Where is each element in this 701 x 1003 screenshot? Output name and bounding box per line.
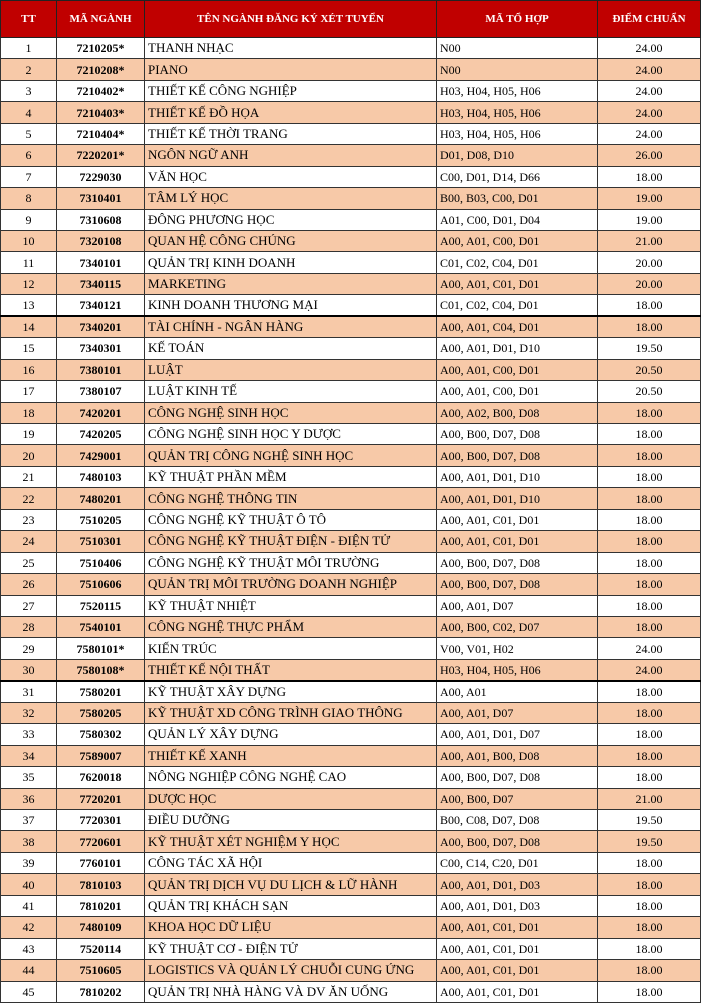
subject-combination: A00, A01, C01, D01 <box>437 981 598 1002</box>
table-row <box>1 466 701 487</box>
major-name: ĐÔNG PHƯƠNG HỌC <box>145 209 437 230</box>
major-name: KHOA HỌC DỮ LIỆU <box>145 917 437 938</box>
cutoff-score: 19.50 <box>598 810 701 831</box>
cutoff-score: 19.50 <box>598 831 701 852</box>
table-row <box>1 659 701 681</box>
table-row <box>1 702 701 723</box>
major-name: THIẾT KẾ XANH <box>145 745 437 766</box>
row-number: 28 <box>1 616 57 637</box>
major-code: 7510605 <box>57 960 145 981</box>
table-row <box>1 745 701 766</box>
table-row <box>1 252 701 273</box>
cutoff-score: 20.50 <box>598 359 701 380</box>
major-code: 7480103 <box>57 466 145 487</box>
subject-combination: D01, D08, D10 <box>437 145 598 166</box>
row-number: 10 <box>1 230 57 251</box>
table-row <box>1 295 701 317</box>
row-number: 35 <box>1 767 57 788</box>
cutoff-score: 18.00 <box>598 681 701 703</box>
table-row <box>1 595 701 616</box>
cutoff-score: 18.00 <box>598 702 701 723</box>
major-code: 7810103 <box>57 874 145 895</box>
major-name: LUẬT KINH TẾ <box>145 381 437 402</box>
header-major-name: TÊN NGÀNH ĐĂNG KÝ XÉT TUYỂN <box>145 1 437 38</box>
cutoff-score: 18.00 <box>598 531 701 552</box>
major-code: 7510301 <box>57 531 145 552</box>
subject-combination: A00, A01, C00, D01 <box>437 359 598 380</box>
major-code: 7810202 <box>57 981 145 1002</box>
major-code: 7810201 <box>57 895 145 916</box>
major-name: CÔNG NGHỆ SINH HỌC <box>145 402 437 423</box>
row-number: 36 <box>1 788 57 809</box>
table-row <box>1 166 701 187</box>
table-row <box>1 338 701 359</box>
table-row <box>1 38 701 59</box>
table-row <box>1 681 701 703</box>
major-code: 7540101 <box>57 616 145 637</box>
major-name: QUẢN TRỊ CÔNG NGHỆ SINH HỌC <box>145 445 437 466</box>
row-number: 13 <box>1 295 57 317</box>
major-code: 7340121 <box>57 295 145 317</box>
major-code: 7480109 <box>57 917 145 938</box>
cutoff-score: 18.00 <box>598 938 701 959</box>
major-name: NGÔN NGỮ ANH <box>145 145 437 166</box>
major-name: TÀI CHÍNH - NGÂN HÀNG <box>145 316 437 338</box>
major-name: KỸ THUẬT NHIỆT <box>145 595 437 616</box>
table-row <box>1 402 701 423</box>
major-code: 7510406 <box>57 552 145 573</box>
major-code: 7210402* <box>57 80 145 101</box>
table-row <box>1 810 701 831</box>
table-row <box>1 767 701 788</box>
row-number: 41 <box>1 895 57 916</box>
cutoff-score: 18.00 <box>598 895 701 916</box>
major-name: THIẾT KẾ ĐỒ HỌA <box>145 102 437 123</box>
table-row <box>1 874 701 895</box>
major-name: CÔNG NGHỆ THỰC PHẨM <box>145 616 437 637</box>
subject-combination: A00, B00, D07, D08 <box>437 424 598 445</box>
row-number: 20 <box>1 445 57 466</box>
subject-combination: A00, A01, C04, D01 <box>437 316 598 338</box>
row-number: 37 <box>1 810 57 831</box>
subject-combination: A00, B00, D07, D08 <box>437 831 598 852</box>
major-code: 7580302 <box>57 724 145 745</box>
major-code: 7520115 <box>57 595 145 616</box>
table-row <box>1 445 701 466</box>
subject-combination: A00, A01, D01, D10 <box>437 466 598 487</box>
major-name: ĐIỀU DƯỠNG <box>145 810 437 831</box>
subject-combination: B00, B03, C00, D01 <box>437 188 598 209</box>
table-row <box>1 316 701 338</box>
subject-combination: A00, B00, D07 <box>437 788 598 809</box>
major-name: DƯỢC HỌC <box>145 788 437 809</box>
major-name: THIẾT KẾ NỘI THẤT <box>145 659 437 681</box>
major-code: 7589007 <box>57 745 145 766</box>
cutoff-score: 19.50 <box>598 338 701 359</box>
cutoff-score: 18.00 <box>598 488 701 509</box>
row-number: 17 <box>1 381 57 402</box>
row-number: 7 <box>1 166 57 187</box>
major-code: 7580108* <box>57 659 145 681</box>
table-row <box>1 724 701 745</box>
row-number: 19 <box>1 424 57 445</box>
subject-combination: A00, A01, D07 <box>437 595 598 616</box>
table-body <box>1 38 701 1003</box>
major-name: KỸ THUẬT XÉT NGHIỆM Y HỌC <box>145 831 437 852</box>
major-name: KỸ THUẬT CƠ - ĐIỆN TỬ <box>145 938 437 959</box>
subject-combination: A00, A01, C01, D01 <box>437 509 598 530</box>
table-row <box>1 59 701 80</box>
major-name: LUẬT <box>145 359 437 380</box>
table-row <box>1 488 701 509</box>
row-number: 38 <box>1 831 57 852</box>
cutoff-score: 18.00 <box>598 466 701 487</box>
table-row <box>1 960 701 981</box>
major-code: 7210205* <box>57 38 145 59</box>
major-name: CÔNG NGHỆ THÔNG TIN <box>145 488 437 509</box>
cutoff-score: 18.00 <box>598 852 701 873</box>
cutoff-score: 24.00 <box>598 102 701 123</box>
subject-combination: A00, A02, B00, D08 <box>437 402 598 423</box>
subject-combination: A00, B00, D07, D08 <box>437 574 598 595</box>
subject-combination: A00, A01, B00, D08 <box>437 745 598 766</box>
cutoff-score: 24.00 <box>598 59 701 80</box>
table-row <box>1 230 701 251</box>
major-name: QUẢN LÝ XÂY DỰNG <box>145 724 437 745</box>
major-name: CÔNG NGHỆ KỸ THUẬT Ô TÔ <box>145 509 437 530</box>
subject-combination: A00, B00, D07, D08 <box>437 767 598 788</box>
table-row <box>1 831 701 852</box>
subject-combination: A00, A01, C01, D01 <box>437 273 598 294</box>
cutoff-score: 24.00 <box>598 38 701 59</box>
major-code: 7310608 <box>57 209 145 230</box>
table-row <box>1 273 701 294</box>
major-name: QUẢN TRỊ KINH DOANH <box>145 252 437 273</box>
row-number: 45 <box>1 981 57 1002</box>
table-row <box>1 123 701 144</box>
cutoff-score: 21.00 <box>598 788 701 809</box>
major-code: 7580101* <box>57 638 145 659</box>
subject-combination: A00, A01, C01, D01 <box>437 531 598 552</box>
subject-combination: A00, B00, D07, D08 <box>437 552 598 573</box>
major-code: 7480201 <box>57 488 145 509</box>
cutoff-score: 20.00 <box>598 273 701 294</box>
subject-combination: A00, B00, C02, D07 <box>437 616 598 637</box>
subject-combination: B00, C08, D07, D08 <box>437 810 598 831</box>
major-code: 7220201* <box>57 145 145 166</box>
subject-combination: A01, C00, D01, D04 <box>437 209 598 230</box>
cutoff-score: 18.00 <box>598 960 701 981</box>
cutoff-score: 18.00 <box>598 402 701 423</box>
major-name: VĂN HỌC <box>145 166 437 187</box>
row-number: 32 <box>1 702 57 723</box>
row-number: 25 <box>1 552 57 573</box>
major-code: 7210404* <box>57 123 145 144</box>
row-number: 39 <box>1 852 57 873</box>
subject-combination: V00, V01, H02 <box>437 638 598 659</box>
row-number: 3 <box>1 80 57 101</box>
major-code: 7760101 <box>57 852 145 873</box>
major-name: QUẢN TRỊ NHÀ HÀNG VÀ DV ĂN UỐNG <box>145 981 437 1002</box>
row-number: 26 <box>1 574 57 595</box>
row-number: 5 <box>1 123 57 144</box>
table-row <box>1 981 701 1002</box>
cutoff-score: 19.00 <box>598 209 701 230</box>
subject-combination: A00, A01 <box>437 681 598 703</box>
header-subject-combination: MÃ TỔ HỢP <box>437 1 598 38</box>
row-number: 27 <box>1 595 57 616</box>
row-number: 34 <box>1 745 57 766</box>
row-number: 18 <box>1 402 57 423</box>
major-code: 7340301 <box>57 338 145 359</box>
row-number: 16 <box>1 359 57 380</box>
subject-combination: A00, A01, D01, D03 <box>437 874 598 895</box>
row-number: 4 <box>1 102 57 123</box>
subject-combination: A00, A01, D01, D10 <box>437 488 598 509</box>
cutoff-score: 18.00 <box>598 166 701 187</box>
subject-combination: A00, A01, C01, D01 <box>437 938 598 959</box>
header-row <box>1 1 701 38</box>
row-number: 9 <box>1 209 57 230</box>
header-cutoff-score: ĐIỂM CHUẨN <box>598 1 701 38</box>
major-code: 7340101 <box>57 252 145 273</box>
major-code: 7380107 <box>57 381 145 402</box>
major-name: LOGISTICS VÀ QUẢN LÝ CHUỖI CUNG ỨNG <box>145 960 437 981</box>
cutoff-score: 18.00 <box>598 745 701 766</box>
cutoff-score: 18.00 <box>598 574 701 595</box>
table-row <box>1 145 701 166</box>
subject-combination: H03, H04, H05, H06 <box>437 80 598 101</box>
major-name: QUẢN TRỊ KHÁCH SẠN <box>145 895 437 916</box>
major-code: 7580201 <box>57 681 145 703</box>
major-name: CÔNG NGHỆ KỸ THUẬT ĐIỆN - ĐIỆN TỬ <box>145 531 437 552</box>
subject-combination: A00, A01, D01, D07 <box>437 724 598 745</box>
row-number: 1 <box>1 38 57 59</box>
row-number: 22 <box>1 488 57 509</box>
subject-combination: N00 <box>437 38 598 59</box>
major-code: 7720201 <box>57 788 145 809</box>
subject-combination: A00, A01, D01, D03 <box>437 895 598 916</box>
major-code: 7420201 <box>57 402 145 423</box>
subject-combination: C01, C02, C04, D01 <box>437 295 598 317</box>
major-code: 7510606 <box>57 574 145 595</box>
major-code: 7580205 <box>57 702 145 723</box>
subject-combination: C00, C14, C20, D01 <box>437 852 598 873</box>
major-code: 7320108 <box>57 230 145 251</box>
subject-combination: H03, H04, H05, H06 <box>437 123 598 144</box>
table-row <box>1 188 701 209</box>
table-row <box>1 424 701 445</box>
major-name: CÔNG TÁC XÃ HỘI <box>145 852 437 873</box>
major-code: 7380101 <box>57 359 145 380</box>
table-row <box>1 509 701 530</box>
row-number: 44 <box>1 960 57 981</box>
subject-combination: A00, B00, D07, D08 <box>437 445 598 466</box>
cutoff-score: 26.00 <box>598 145 701 166</box>
header-tt: TT <box>1 1 57 38</box>
table-row <box>1 381 701 402</box>
table-row <box>1 574 701 595</box>
major-name: THANH NHẠC <box>145 38 437 59</box>
major-name: KINH DOANH THƯƠNG MẠI <box>145 295 437 317</box>
cutoff-score: 18.00 <box>598 509 701 530</box>
major-code: 7420205 <box>57 424 145 445</box>
table-row <box>1 531 701 552</box>
row-number: 14 <box>1 316 57 338</box>
table-row <box>1 895 701 916</box>
row-number: 21 <box>1 466 57 487</box>
cutoff-score: 18.00 <box>598 445 701 466</box>
cutoff-score: 19.00 <box>598 188 701 209</box>
major-name: KỸ THUẬT XD CÔNG TRÌNH GIAO THÔNG <box>145 702 437 723</box>
cutoff-score: 24.00 <box>598 80 701 101</box>
cutoff-score: 18.00 <box>598 295 701 317</box>
major-name: QUẢN TRỊ DỊCH VỤ DU LỊCH & LỮ HÀNH <box>145 874 437 895</box>
subject-combination: A00, A01, D07 <box>437 702 598 723</box>
major-name: QUẢN TRỊ MÔI TRƯỜNG DOANH NGHIỆP <box>145 574 437 595</box>
table-row <box>1 102 701 123</box>
major-name: QUAN HỆ CÔNG CHÚNG <box>145 230 437 251</box>
cutoff-score: 18.00 <box>598 595 701 616</box>
row-number: 40 <box>1 874 57 895</box>
subject-combination: A00, A01, C01, D01 <box>437 917 598 938</box>
major-code: 7510205 <box>57 509 145 530</box>
major-code: 7340201 <box>57 316 145 338</box>
row-number: 8 <box>1 188 57 209</box>
major-name: THIẾT KẾ THỜI TRANG <box>145 123 437 144</box>
major-name: THIẾT KẾ CÔNG NGHIỆP <box>145 80 437 101</box>
cutoff-score: 18.00 <box>598 616 701 637</box>
row-number: 33 <box>1 724 57 745</box>
cutoff-score: 18.00 <box>598 981 701 1002</box>
cutoff-score: 18.00 <box>598 724 701 745</box>
row-number: 29 <box>1 638 57 659</box>
major-code: 7720301 <box>57 810 145 831</box>
table-row <box>1 359 701 380</box>
cutoff-score: 18.00 <box>598 917 701 938</box>
cutoff-score: 18.00 <box>598 552 701 573</box>
row-number: 12 <box>1 273 57 294</box>
row-number: 42 <box>1 917 57 938</box>
major-name: KỸ THUẬT PHẦN MỀM <box>145 466 437 487</box>
cutoff-score: 24.00 <box>598 638 701 659</box>
subject-combination: H03, H04, H05, H06 <box>437 102 598 123</box>
major-code: 7210403* <box>57 102 145 123</box>
cutoff-score: 24.00 <box>598 659 701 681</box>
header-major-code: MÃ NGÀNH <box>57 1 145 38</box>
cutoff-score: 18.00 <box>598 767 701 788</box>
table-row <box>1 552 701 573</box>
row-number: 43 <box>1 938 57 959</box>
major-code: 7429001 <box>57 445 145 466</box>
cutoff-score: 18.00 <box>598 316 701 338</box>
major-name: TÂM LÝ HỌC <box>145 188 437 209</box>
subject-combination: N00 <box>437 59 598 80</box>
row-number: 23 <box>1 509 57 530</box>
subject-combination: A00, A01, C00, D01 <box>437 381 598 402</box>
major-name: CÔNG NGHỆ SINH HỌC Y DƯỢC <box>145 424 437 445</box>
subject-combination: C01, C02, C04, D01 <box>437 252 598 273</box>
major-name: KẾ TOÁN <box>145 338 437 359</box>
table-row <box>1 917 701 938</box>
major-code: 7620018 <box>57 767 145 788</box>
table-row <box>1 209 701 230</box>
major-code: 7520114 <box>57 938 145 959</box>
subject-combination: C00, D01, D14, D66 <box>437 166 598 187</box>
major-name: MARKETING <box>145 273 437 294</box>
row-number: 15 <box>1 338 57 359</box>
table-row <box>1 80 701 101</box>
row-number: 6 <box>1 145 57 166</box>
cutoff-score: 20.00 <box>598 252 701 273</box>
cutoff-score: 21.00 <box>598 230 701 251</box>
table-row <box>1 788 701 809</box>
cutoff-score: 18.00 <box>598 874 701 895</box>
table-header <box>1 1 701 38</box>
major-code: 7340115 <box>57 273 145 294</box>
row-number: 11 <box>1 252 57 273</box>
row-number: 31 <box>1 681 57 703</box>
major-name: KIẾN TRÚC <box>145 638 437 659</box>
subject-combination: A00, A01, C00, D01 <box>437 230 598 251</box>
major-name: NÔNG NGHIỆP CÔNG NGHỆ CAO <box>145 767 437 788</box>
major-code: 7720601 <box>57 831 145 852</box>
major-name: CÔNG NGHỆ KỸ THUẬT MÔI TRƯỜNG <box>145 552 437 573</box>
cutoff-score: 20.50 <box>598 381 701 402</box>
major-name: PIANO <box>145 59 437 80</box>
row-number: 24 <box>1 531 57 552</box>
cutoff-score: 24.00 <box>598 123 701 144</box>
major-code: 7310401 <box>57 188 145 209</box>
table-row <box>1 638 701 659</box>
table-row <box>1 616 701 637</box>
row-number: 2 <box>1 59 57 80</box>
major-code: 7210208* <box>57 59 145 80</box>
table-row <box>1 852 701 873</box>
subject-combination: H03, H04, H05, H06 <box>437 659 598 681</box>
cutoff-score: 18.00 <box>598 424 701 445</box>
subject-combination: A00, A01, D01, D10 <box>437 338 598 359</box>
subject-combination: A00, A01, C01, D01 <box>437 960 598 981</box>
major-code: 7229030 <box>57 166 145 187</box>
table-row <box>1 938 701 959</box>
row-number: 30 <box>1 659 57 681</box>
major-name: KỸ THUẬT XÂY DỰNG <box>145 681 437 703</box>
